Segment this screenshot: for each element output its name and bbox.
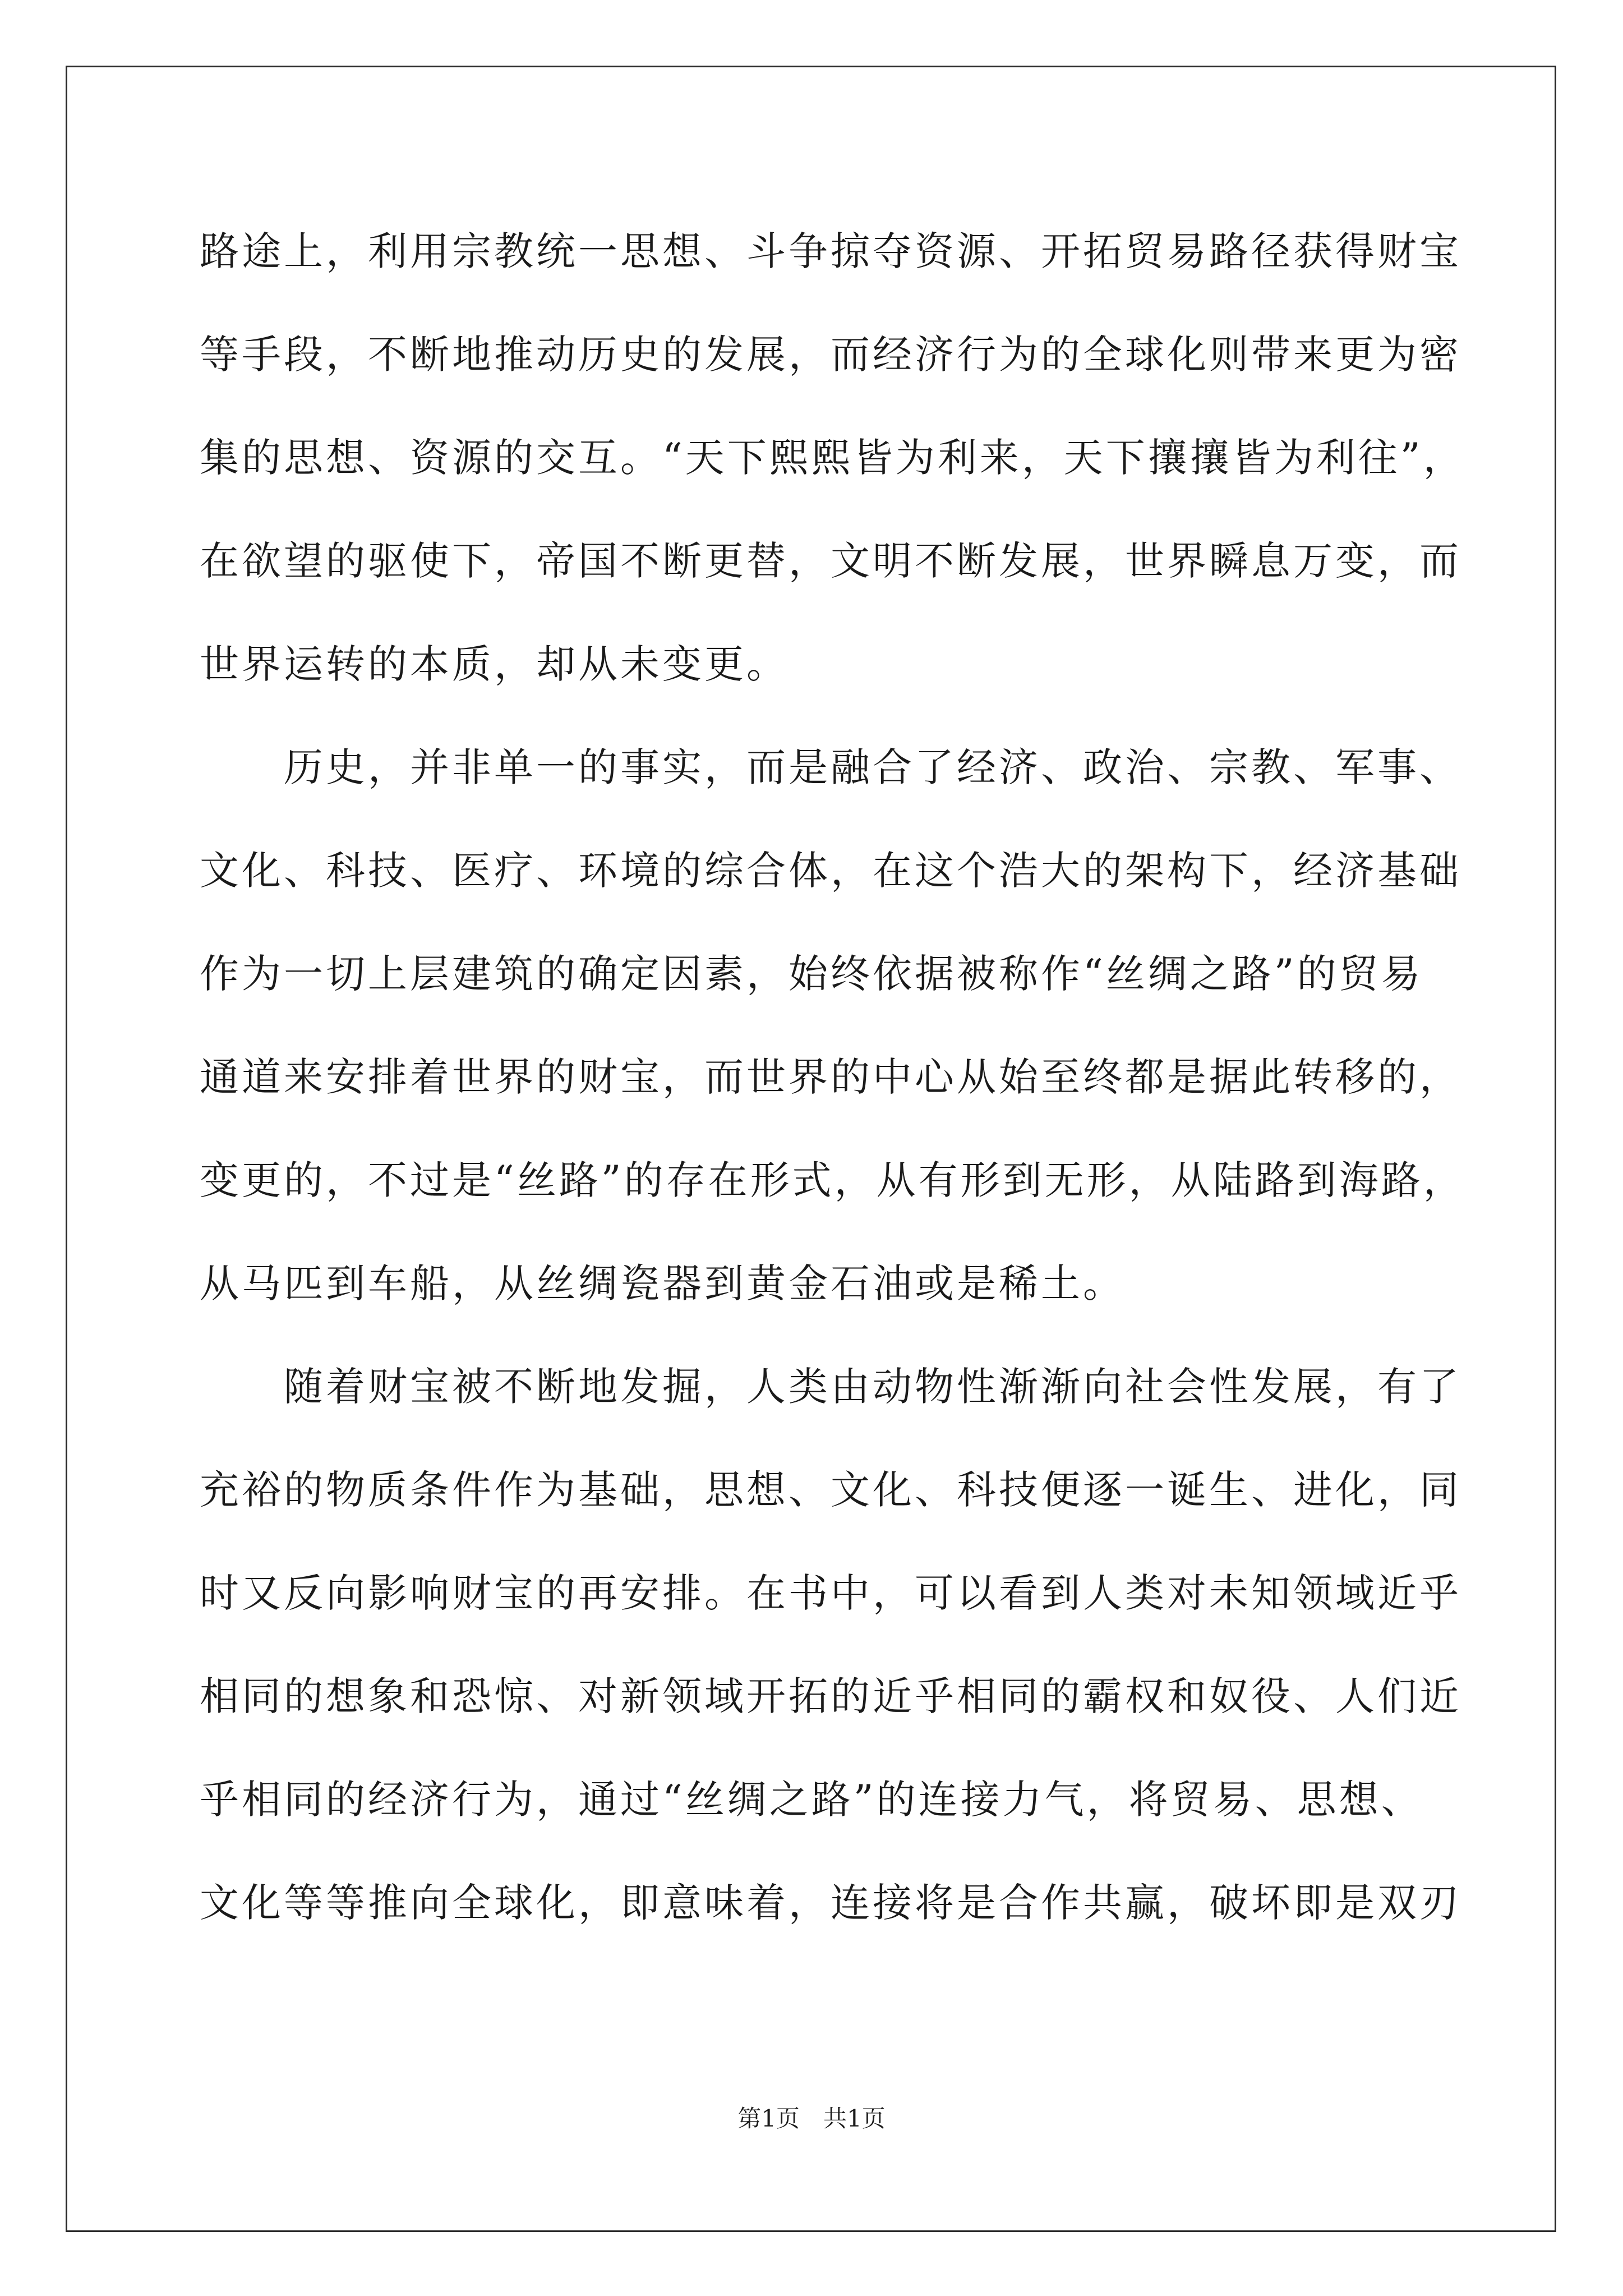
text-line: 路途上，利用宗教统一思想、斗争掠夺资源、开拓贸易路径获得财宝 [200, 228, 1461, 274]
text-line: 相同的想象和恐惊、对新领域开拓的近乎相同的霸权和奴役、人们近 [200, 1673, 1461, 1719]
text-line: 变更的，不过是“丝路”的存在形式，从有形到无形，从陆路到海路， [200, 1157, 1465, 1203]
text-line: 充裕的物质条件作为基础，思想、文化、科技便逐一诞生、进化，同 [200, 1467, 1461, 1513]
text-line: 时又反向影响财宝的再安排。在书中，可以看到人类对未知领域近乎 [200, 1570, 1461, 1616]
text-line: 世界运转的本质，却从未变更。 [200, 641, 789, 687]
text-line: 通道来安排着世界的财宝，而世界的中心从始至终都是据此转移的， [200, 1054, 1461, 1100]
page-number: 第1页 共1页 [737, 2105, 886, 2132]
text-line: 从马匹到车船，从丝绸瓷器到黄金石油或是稀土。 [200, 1260, 1125, 1306]
text-line: 集的思想、资源的交互。“天下熙熙皆为利来，天下攘攘皆为利往”， [200, 435, 1465, 481]
text-line: 作为一切上层建筑的确定因素，始终依据被称作“丝绸之路”的贸易 [200, 951, 1423, 997]
text-line: 在欲望的驱使下，帝国不断更替，文明不断发展，世界瞬息万变，而 [200, 538, 1461, 584]
paragraph-first-line: 随着财宝被不断地发掘，人类由动物性渐渐向社会性发展，有了 [284, 1364, 1461, 1410]
text-line: 等手段，不断地推动历史的发展，而经济行为的全球化则带来更为密 [200, 332, 1461, 378]
text-line: 文化、科技、医疗、环境的综合体，在这个浩大的架构下，经济基础 [200, 848, 1461, 894]
paragraph-first-line: 历史，并非单一的事实，而是融合了经济、政治、宗教、军事、 [284, 744, 1461, 790]
text-line: 文化等等推向全球化，即意味着，连接将是合作共赢，破坏即是双刃 [200, 1880, 1461, 1926]
text-line: 乎相同的经济行为，通过“丝绸之路”的连接力气，将贸易、思想、 [200, 1777, 1423, 1823]
